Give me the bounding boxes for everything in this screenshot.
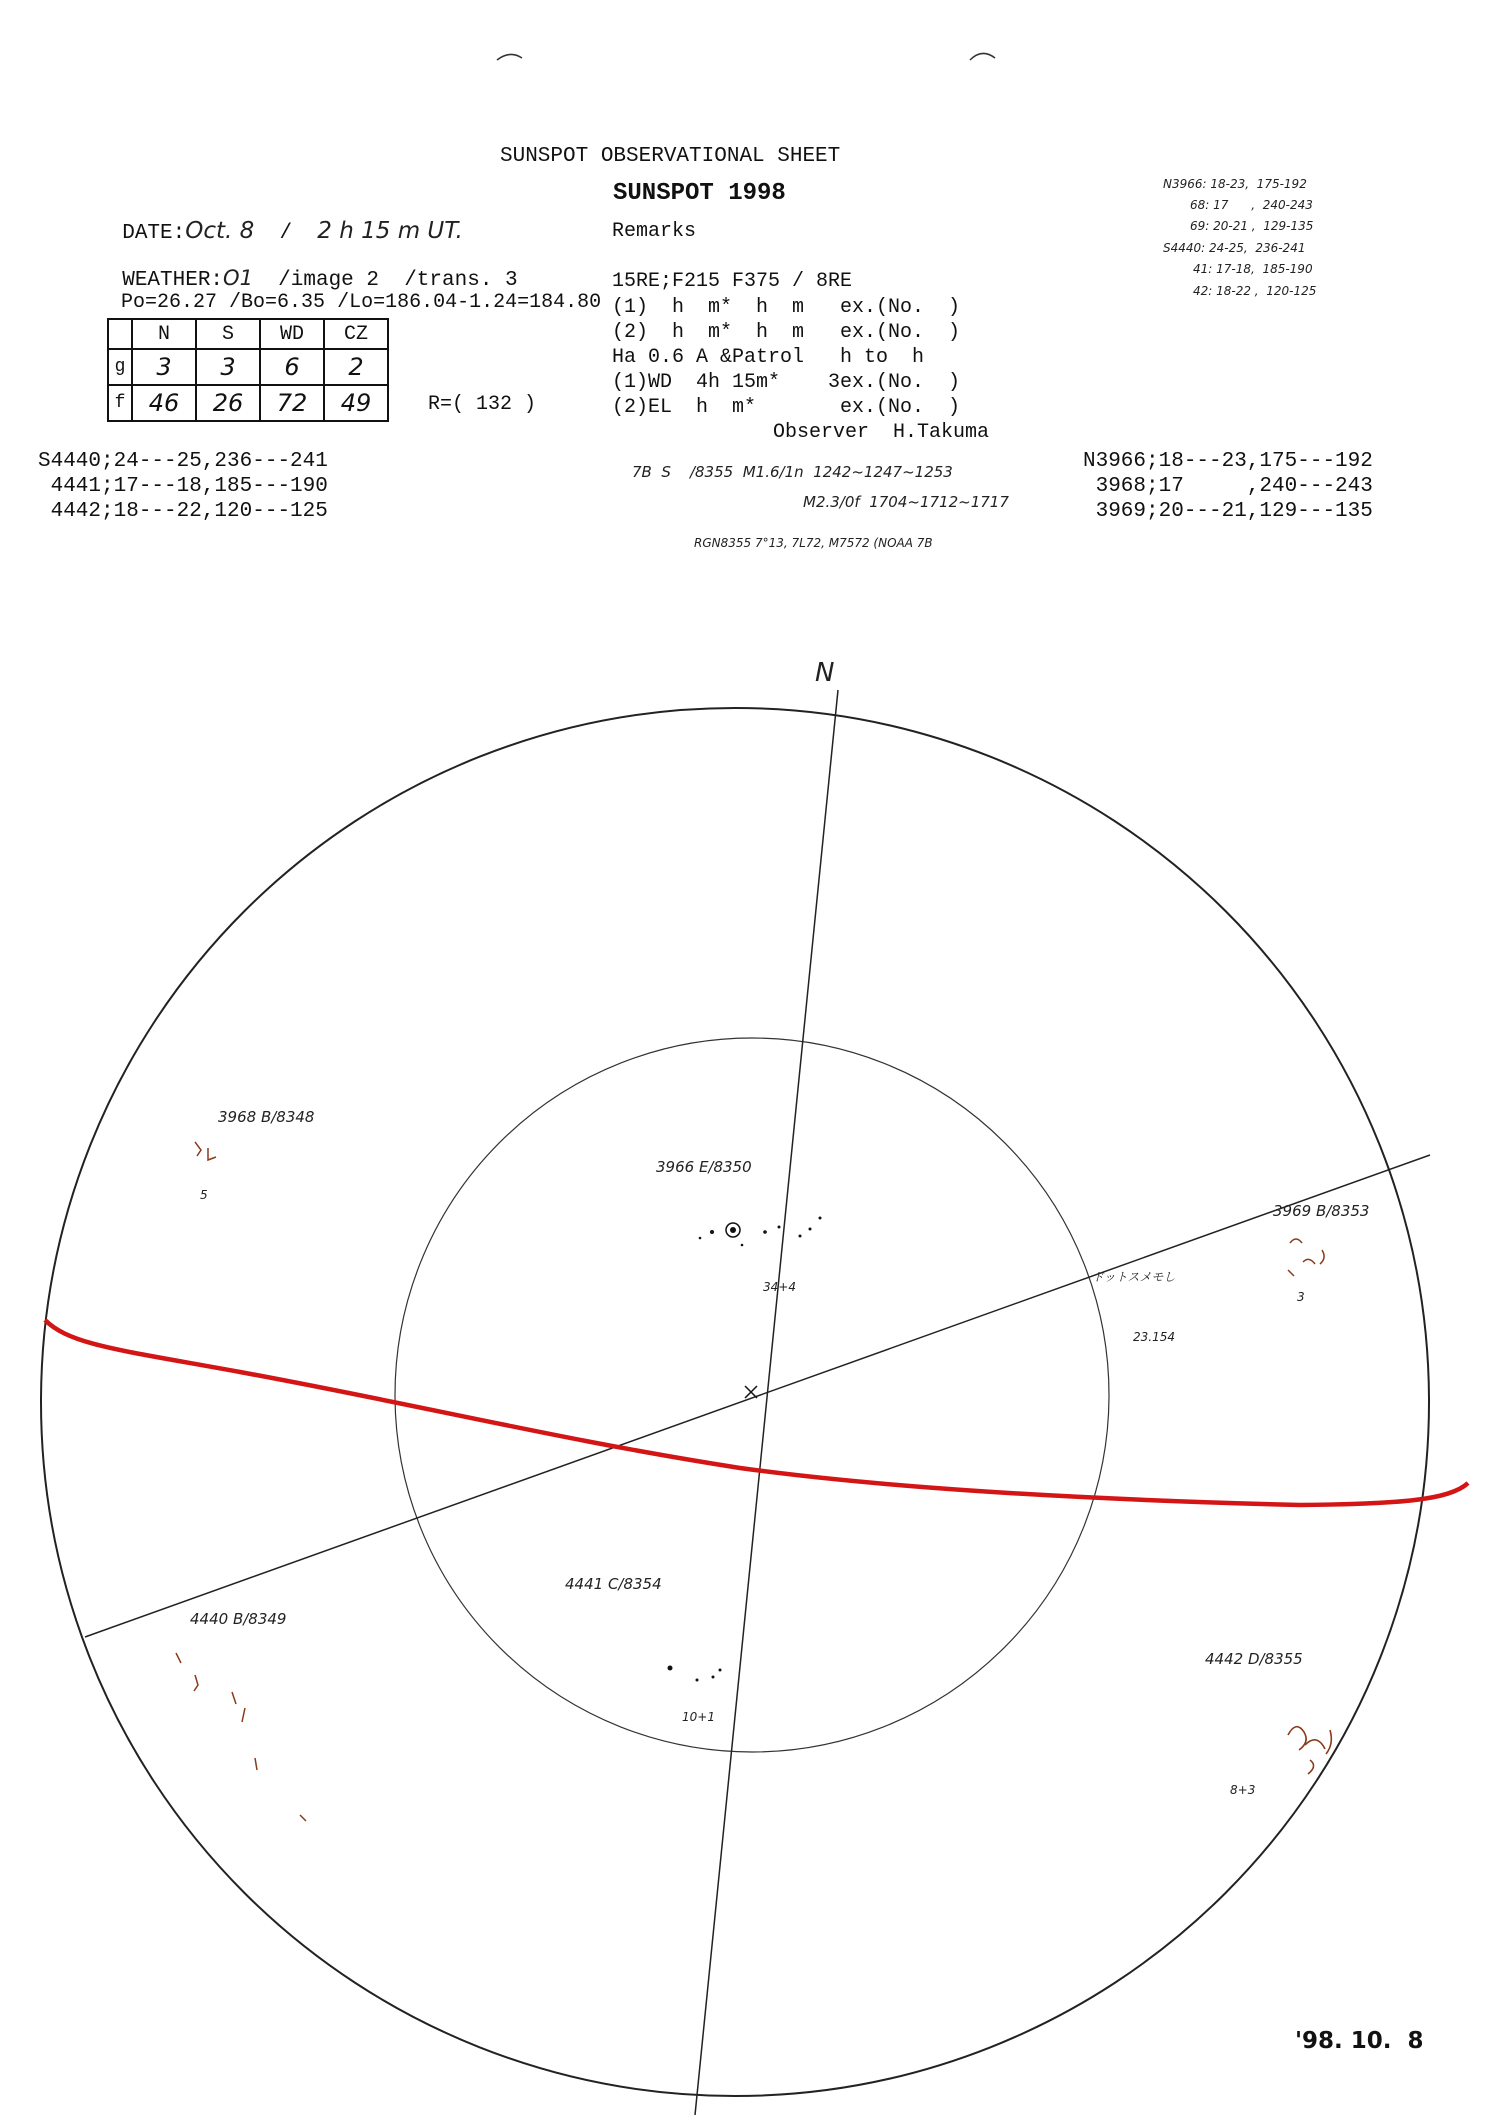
date-line: DATE:Oct. 8 / 2 h 15 m UT. (122, 218, 463, 245)
spot-group-3966 (699, 1217, 822, 1247)
south-group-3: 4442;18---22,120---125 (38, 500, 328, 523)
label-3968: 3968 B/8348 (218, 1108, 315, 1126)
top-note-6: 42: 18-22 , 120-125 (1193, 284, 1317, 298)
header-wd: WD (260, 319, 324, 349)
observer-line: Observer H.Takuma (773, 421, 990, 444)
remarks-line-2: (1) h m* h m ex.(No. ) (612, 296, 961, 319)
label-4442: 4442 D/8355 (1205, 1650, 1303, 1668)
label-3966: 3966 E/8350 (656, 1158, 752, 1176)
cell-f-wd: 72 (260, 385, 324, 421)
trans-value: /trans. 3 (404, 269, 518, 292)
cell-g-s: 3 (196, 349, 260, 385)
row-label-g: g (108, 349, 132, 385)
footer-date: '98. 10. 8 (1295, 2028, 1424, 2054)
cell-g-cz: 2 (324, 349, 388, 385)
weather-value: O1 (223, 266, 253, 290)
sheet-title: SUNSPOT OBSERVATIONAL SHEET (500, 145, 841, 168)
cell-f-n: 46 (132, 385, 196, 421)
flare-note-1: 7B S /8355 M1.6/1n 1242~1247~1253 (632, 463, 953, 481)
remarks-line-4: Ha 0.6 A &Patrol h to h (612, 346, 925, 369)
weather-label: WEATHER: (122, 269, 224, 292)
label-4441: 4441 C/8354 (565, 1575, 662, 1593)
remarks-line-1: 15RE;F215 F375 / 8RE (612, 270, 853, 293)
lo-value: /Lo=186.04-1.24=184.80 (337, 291, 602, 314)
equator-red-line (45, 1320, 1468, 1505)
spot-group-3969 (1288, 1239, 1324, 1276)
cell-g-wd: 6 (260, 349, 324, 385)
spot-group-4441 (668, 1666, 722, 1682)
note-3969: ドットスメモし (1092, 1270, 1176, 1284)
count-4442: 8+3 (1230, 1783, 1256, 1797)
row-label-f: f (108, 385, 132, 421)
count-3968: 5 (200, 1188, 208, 1202)
pos-3969: 23.154 (1133, 1330, 1175, 1344)
top-note-2: 68: 17 , 240-243 (1190, 198, 1313, 212)
spot-group-4440 (176, 1653, 306, 1821)
flare-note-3: RGN8355 7°13, 7L72, M7572 (NOAA 7B (694, 536, 933, 550)
cell-g-n: 3 (132, 349, 196, 385)
r-value: R=( 132 ) (428, 393, 537, 416)
spot-group-3968 (195, 1142, 216, 1160)
date-label: DATE: (122, 222, 186, 245)
north-marker: N (815, 658, 835, 688)
header-s: S (196, 319, 260, 349)
top-note-4: S4440: 24-25, 236-241 (1163, 241, 1306, 255)
polar-axis-line (695, 690, 838, 2115)
header-n: N (132, 319, 196, 349)
top-note-3: 69: 20-21 , 129-135 (1190, 219, 1314, 233)
top-note-5: 41: 17-18, 185-190 (1193, 262, 1313, 276)
cell-f-cz: 49 (324, 385, 388, 421)
flare-note-2: M2.3/0f 1704~1712~1717 (803, 493, 1009, 511)
east-west-line (85, 1155, 1430, 1637)
image-value: /image 2 (278, 269, 379, 292)
label-4440: 4440 B/8349 (190, 1610, 287, 1628)
south-group-2: 4441;17---18,185---190 (38, 475, 328, 498)
date-value: Oct. 8 (185, 218, 255, 244)
remarks-line-5: (1)WD 4h 15m* 3ex.(No. ) (612, 371, 961, 394)
punch-mark-left (497, 54, 522, 60)
north-group-1: N3966;18---23,175---192 (1083, 450, 1373, 473)
count-3969: 3 (1297, 1290, 1305, 1304)
cell-f-s: 26 (196, 385, 260, 421)
header-cz: CZ (324, 319, 388, 349)
count-4441: 10+1 (682, 1710, 715, 1724)
count-3966: 34+4 (763, 1280, 796, 1294)
remarks-line-3: (2) h m* h m ex.(No. ) (612, 321, 961, 344)
label-3969: 3969 B/8353 (1273, 1202, 1370, 1220)
north-group-3: 3969;20---21,129---135 (1083, 500, 1373, 523)
remarks-title: Remarks (612, 220, 697, 243)
north-group-2: 3968;17 ,240---243 (1083, 475, 1373, 498)
solar-limb (41, 708, 1429, 2096)
po-value: Po=26.27 (121, 291, 218, 314)
sunspot-year-label: SUNSPOT 1998 (613, 180, 786, 207)
bo-value: /Bo=6.35 (229, 291, 326, 314)
south-group-1: S4440;24---25,236---241 (38, 450, 328, 473)
central-zone-circle (395, 1038, 1109, 1752)
time-value: 2 h 15 m UT. (317, 218, 463, 244)
punch-mark-right (970, 53, 995, 60)
top-note-1: N3966: 18-23, 175-192 (1163, 177, 1307, 191)
remarks-line-6: (2)EL h m* ex.(No. ) (612, 396, 961, 419)
